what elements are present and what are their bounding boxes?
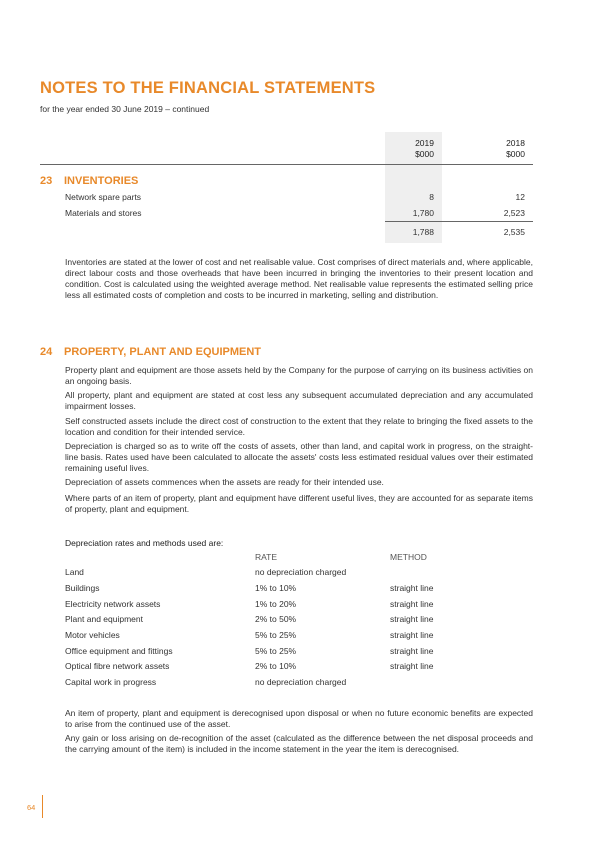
footer-rule <box>42 795 43 818</box>
rate-method: straight line <box>390 583 434 593</box>
rate-method: straight line <box>390 646 434 656</box>
rates-heading: Depreciation rates and methods used are: <box>65 538 224 548</box>
paragraph: An item of property, plant and equipment is derecognised upon disposal or when no future economic benefits are expected to arise from the continued use of the asset. <box>65 708 533 729</box>
column-header-2019 <box>374 138 434 160</box>
header-rule <box>40 164 533 165</box>
column-year: 2019 <box>415 138 434 148</box>
row-value-2018: 2,523 <box>503 208 525 218</box>
inventories-note: Inventories are stated at the lower of cost and net realisable value. Cost comprises of direct materials and, where applicable, direct labour costs and those overheads that have been incurred in bringing the inventories to their present location and condition. Cost is calculated using the weighted average method. Net realisable value represents the estimated selling price less all estimated costs of completion and costs to be incurred in marketing, selling and distribution. <box>65 257 533 300</box>
rate-value: 5% to 25% <box>255 630 297 640</box>
rate-value: 1% to 20% <box>255 599 297 609</box>
rates-column-rate: RATE <box>255 552 278 562</box>
rate-value: 2% to 10% <box>255 661 297 671</box>
row-value-2019: 8 <box>429 192 434 202</box>
rate-value: 2% to 50% <box>255 614 297 624</box>
section-title: PROPERTY, PLANT AND EQUIPMENT <box>64 346 261 358</box>
section-number: 24 <box>40 346 53 358</box>
rate-asset: Capital work in progress <box>65 677 157 687</box>
paragraph: Depreciation is charged so as to write off the costs of assets, other than land, and capital work in progress, on the straight-line basis. Rates used have been calculated to allocate the assets' costs less estimated residual values over their estimated remaining useful lives. <box>65 441 533 473</box>
rate-value: 5% to 25% <box>255 646 297 656</box>
rate-method: straight line <box>390 661 434 671</box>
rate-value: no depreciation charged <box>255 677 347 687</box>
row-value-2019: 1,780 <box>412 208 434 218</box>
rate-asset: Optical fibre network assets <box>65 661 170 671</box>
rate-asset: Land <box>65 567 84 577</box>
row-value-2018: 12 <box>515 192 525 202</box>
rate-asset: Office equipment and fittings <box>65 646 173 656</box>
rate-value: no depreciation charged <box>255 567 347 577</box>
page-title: NOTES TO THE FINANCIAL STATEMENTS <box>40 79 376 97</box>
column-year: 2018 <box>506 138 525 148</box>
total-2019: 1,788 <box>412 227 434 237</box>
page-subtitle: for the year ended 30 June 2019 – continued <box>40 104 210 114</box>
rate-value: 1% to 10% <box>255 583 297 593</box>
total-2018: 2,535 <box>503 227 525 237</box>
rate-asset: Motor vehicles <box>65 630 120 640</box>
rate-method: straight line <box>390 630 434 640</box>
column-header-2018 <box>465 138 525 160</box>
rate-method: straight line <box>390 599 434 609</box>
page-number: 64 <box>27 803 36 812</box>
paragraph: Any gain or loss arising on de-recognition of the asset (calculated as the difference between the net disposal proceeds and the carrying amount of the item) is included in the income statement in the year the item is derecognised. <box>65 733 533 754</box>
section-title: INVENTORIES <box>64 175 139 187</box>
paragraph: Self constructed assets include the direct cost of construction to the extent that they relate to bringing the fixed assets to the location and condition for their intended service. <box>65 416 533 437</box>
paragraph: Depreciation of assets commences when the assets are ready for their intended use. <box>65 477 384 487</box>
total-rule <box>385 221 533 222</box>
rates-column-method: METHOD <box>390 552 427 562</box>
rate-method: straight line <box>390 614 434 624</box>
rate-asset: Buildings <box>65 583 100 593</box>
rate-asset: Plant and equipment <box>65 614 143 624</box>
row-label: Network spare parts <box>65 192 142 202</box>
column-unit: $000 <box>506 149 525 159</box>
row-label: Materials and stores <box>65 208 142 218</box>
paragraph: Property plant and equipment are those assets held by the Company for the purpose of carrying on its business activities on an ongoing basis. <box>65 365 533 386</box>
paragraph: Where parts of an item of property, plant and equipment have different useful lives, they are accounted for as separate items of property, plant and equipment. <box>65 493 533 514</box>
section-number: 23 <box>40 175 53 187</box>
rate-asset: Electricity network assets <box>65 599 161 609</box>
column-unit: $000 <box>415 149 434 159</box>
paragraph: All property, plant and equipment are stated at cost less any subsequent accumulated depreciation and any accumulated impairment losses. <box>65 390 533 411</box>
